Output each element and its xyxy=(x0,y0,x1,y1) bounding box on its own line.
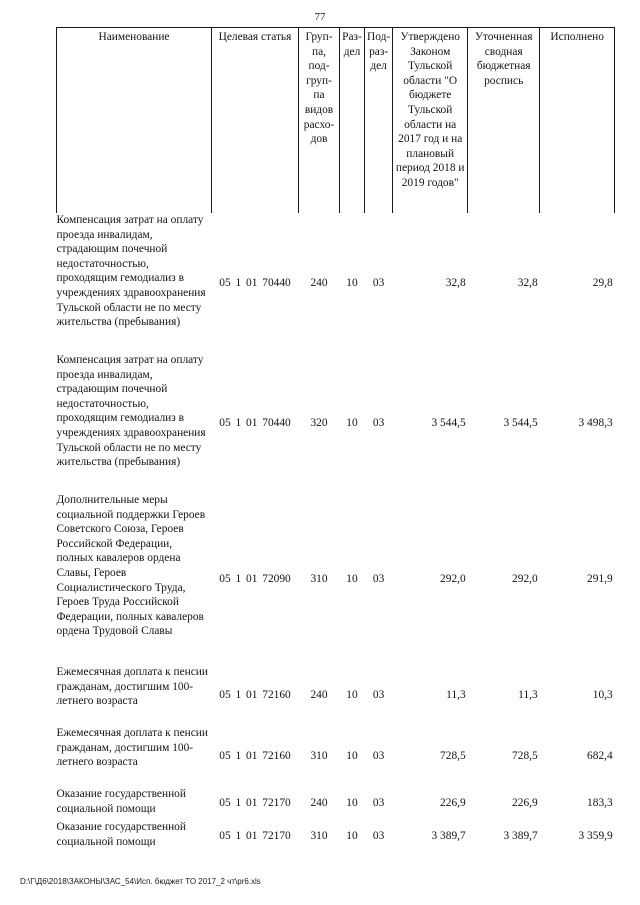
row-target: 05 1 01 70440 xyxy=(219,276,291,289)
row-refined: 11,3 xyxy=(518,689,538,702)
row-executed: 29,8 xyxy=(592,276,613,289)
table-row xyxy=(57,665,615,726)
row-subsection: 03 xyxy=(372,416,385,429)
row-subsection: 03 xyxy=(372,830,385,843)
row-group: 310 xyxy=(310,572,328,585)
row-executed: 682,4 xyxy=(587,750,613,763)
row-subsection: 03 xyxy=(372,572,385,585)
row-target: 05 1 01 72170 xyxy=(219,797,291,810)
column-header-name: Наименование xyxy=(57,28,212,214)
row-refined: 292,0 xyxy=(512,572,538,585)
row-group: 240 xyxy=(310,276,328,289)
column-header-refined: Уточненная сводная бюджетная роспись xyxy=(468,28,540,214)
budget-table xyxy=(56,27,615,853)
row-name: Компенсация затрат на оплату проезда инвалидам, страдающим почечной недостаточностью, проходящим гемодиализ в учреждениях здравоохранения Тульской области не по месту жительства (пребывания) xyxy=(56,354,206,469)
row-group: 240 xyxy=(310,689,328,702)
column-header-executed: Исполнено xyxy=(540,28,615,214)
row-approved: 11,3 xyxy=(446,689,466,702)
table-row xyxy=(57,820,615,853)
row-group: 310 xyxy=(310,750,328,763)
column-header-section: Раз-дел xyxy=(340,28,365,214)
row-subsection: 03 xyxy=(372,750,385,763)
row-approved: 226,9 xyxy=(440,797,466,810)
row-name: Ежемесячная доплата к пенсии гражданам, достигшим 100-летнего возраста xyxy=(56,727,208,769)
table-row xyxy=(57,353,615,493)
row-approved: 728,5 xyxy=(440,750,466,763)
row-subsection: 03 xyxy=(372,689,385,702)
row-name: Ежемесячная доплата к пенсии гражданам, достигшим 100-летнего возраста xyxy=(56,666,208,708)
row-name: Компенсация затрат на оплату проезда инвалидам, страдающим почечной недостаточностью, проходящим гемодиализ в учреждениях здравоохранения Тульской области не по месту жительства (пребывания) xyxy=(56,214,206,329)
column-header-group: Груп-па, под-груп-па видов расхо-дов xyxy=(299,28,340,214)
row-executed: 3 498,3 xyxy=(578,416,613,429)
row-target: 05 1 01 72090 xyxy=(219,572,291,585)
row-refined: 3 389,7 xyxy=(503,830,538,843)
row-executed: 291,9 xyxy=(587,572,613,585)
row-executed: 10,3 xyxy=(592,689,613,702)
table-row xyxy=(57,493,615,665)
column-header-subsection: Под-раз-дел xyxy=(365,28,393,214)
row-section: 10 xyxy=(346,572,358,585)
row-executed: 183,3 xyxy=(587,797,613,810)
row-subsection: 03 xyxy=(372,276,385,289)
page-number: 77 xyxy=(314,11,326,23)
row-target: 05 1 01 72170 xyxy=(219,830,291,843)
row-section: 10 xyxy=(346,797,358,810)
table-row xyxy=(57,726,615,787)
table-row xyxy=(57,213,615,353)
row-target: 05 1 01 72160 xyxy=(219,750,291,763)
row-section: 10 xyxy=(346,830,358,843)
row-section: 10 xyxy=(346,276,358,289)
footer-file-path: D:\Г\Д6\2018\ЗАКОНЫ\ЗАС_54\Исп. бюджет ТО 2017_2 чт\pr6.xls xyxy=(20,877,261,886)
row-subsection: 03 xyxy=(372,797,385,810)
row-group: 320 xyxy=(310,416,328,429)
row-approved: 292,0 xyxy=(440,572,466,585)
row-refined: 3 544,5 xyxy=(503,416,538,429)
column-header-approved: Утверждено Законом Тульской области "О бюджете Тульской области на 2017 год и на плановый период 2018 и 2019 годов" xyxy=(393,28,468,214)
row-section: 10 xyxy=(346,689,358,702)
row-refined: 728,5 xyxy=(512,750,538,763)
row-refined: 226,9 xyxy=(512,797,538,810)
row-section: 10 xyxy=(346,750,358,763)
row-refined: 32,8 xyxy=(517,276,538,289)
row-approved: 32,8 xyxy=(445,276,466,289)
row-executed: 3 359,9 xyxy=(578,830,613,843)
row-name: Оказание государственной социальной помощи xyxy=(56,821,186,848)
column-header-target: Целевая статья xyxy=(212,28,299,214)
row-target: 05 1 01 70440 xyxy=(219,416,291,429)
row-approved: 3 544,5 xyxy=(431,416,466,429)
row-name: Оказание государственной социальной помощи xyxy=(56,788,186,815)
row-group: 240 xyxy=(310,797,328,810)
table-row xyxy=(57,787,615,820)
row-approved: 3 389,7 xyxy=(431,830,466,843)
row-section: 10 xyxy=(346,416,358,429)
table-header-row xyxy=(57,28,615,214)
row-target: 05 1 01 72160 xyxy=(219,689,291,702)
row-group: 310 xyxy=(310,830,328,843)
row-name: Дополнительные меры социальной поддержки Героев Советского Союза, Героев Российской Федерации, полных кавалеров ордена Славы, Героев Социалистического Труда, Героев Труда Российской Федерации, полных кавалеров ордена Трудовой Славы xyxy=(56,494,206,638)
